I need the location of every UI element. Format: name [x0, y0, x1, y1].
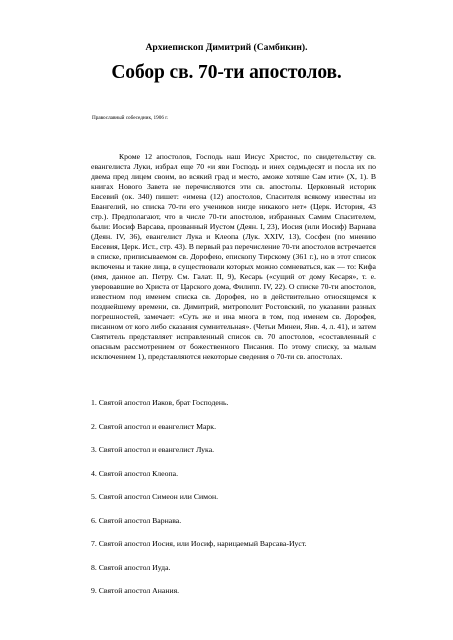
list-item: 9. Святой апостол Анания.	[91, 586, 180, 595]
source-note: Православный собеседник, 1906 г.	[92, 115, 169, 121]
list-item: 7. Святой апостол Иосия, или Иосиф, нарицаемый Варсава-Иуст.	[91, 539, 307, 548]
list-item: 8. Святой апостол Иуда.	[91, 562, 171, 572]
body-paragraph: Кроме 12 апостолов, Господь наш Иисус Христос, по свидетельству св. евангелиста Луки, избрал еще 70 «и яви Господь и инех седмьдесят и посла их по двема пред лицем своим, во всякий град и место, аможе хотяше Сам ити» (X, 1). В книгах Нового Завета не перечисляются эти св. апостолы. Церковный историк Евсевий (ок. 340) пишет: «имена (12) апостолов, Спасителя всякому известны из Евангелий, но списка 70-ти его учеников нигде никакого нет» (Церк. История, 43 стр.). Предполагают, что в числе 70-ти апостолов, избранных Самим Спасителем, были: Иосиф Варсава, прозванный Иустом (Деян. I, 23), Иосия (или Иосиф) Варнава (Деян. IV, 36), евангелист Лука и Клеопа (Лук. XXIV, 13), Сосфен (по мнению Евсевия, Церк. Ист., стр. 43). В первый раз перечисление 70-ти апостолов встречается в списке, приписываемом св. Дорофею, епископу Тирскому (361 г.), но в этот список включены и такие лица, в существовали которых можно сомневаться, как — то: Кифа (имя, данное ап. Петру. См. Галат. II, 9), Кесарь («сущий от дому Кесаря», т. е. уверовавшие во Христа от Царского дома, Филипп. IV, 22). О списке 70-ти апостолов, известном под именем списка св. Дорофея, но в действительно относящемся к позднейшему времени, св. Димитрий, митрополит Ростовский, по указании разных погрешностей, замечает: «Суть же и ина многа в том, под именем св. Дорофея, писанном от кого либо сказания сумнительная». (Четьи Минеи, Янв. 4, л. 41), и затем Святитель представляет исправленный список св. 70 апостолов, «составленный с опасным рассмотрением от божественного Писания. По этому списку, за малым исключением 1), представляются некоторые сведения о 70-ти св. апостолах.	[91, 152, 376, 361]
list-item: 4. Святой апостол Клеопа.	[91, 468, 179, 478]
list-item: 1. Святой апостол Иаков, брат Господень.	[91, 398, 229, 407]
list-item: 2. Святой апостол и евангелист Марк.	[91, 421, 217, 431]
page-title: Собор св. 70-ти апостолов.	[111, 62, 342, 83]
apostles-list	[91, 398, 381, 610]
list-item: 6. Святой апостол Варнава.	[91, 515, 182, 525]
author-line: Архиепископ Димитрий (Самбикин).	[145, 42, 308, 53]
list-item: 5. Святой апостол Симеон или Симон.	[91, 492, 219, 501]
list-item: 3. Святой апостол и евангелист Лука.	[91, 445, 215, 454]
